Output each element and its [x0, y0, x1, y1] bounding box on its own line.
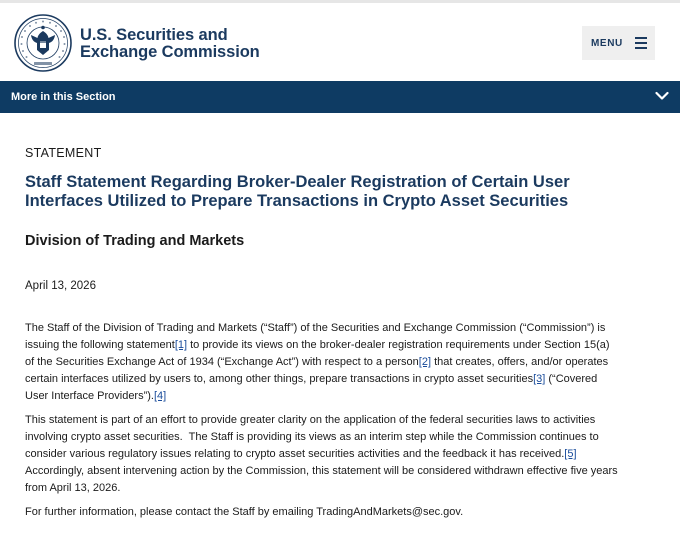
- page-title-line-2: Interfaces Utilized to Prepare Transactions in Crypto Asset Securities: [25, 192, 569, 210]
- p1-line-3-text-a: of the Securities Exchange Act of 1934 (“Exchange Act”) with respect to a person: [25, 356, 419, 368]
- page-title: [25, 173, 665, 211]
- sec-seal-icon[interactable]: [14, 14, 72, 72]
- footnote-link-5[interactable]: [5]: [564, 448, 577, 460]
- agency-name-line-2: Exchange Commission: [80, 43, 260, 61]
- publication-date: April 13, 2026: [25, 280, 96, 292]
- agency-name-line-1: U.S. Securities and: [80, 26, 228, 44]
- paragraph-2: [25, 412, 665, 497]
- paragraph-1: [25, 320, 665, 405]
- hamburger-icon: [635, 37, 647, 50]
- contact-text: For further information, please contact the Staff by emailing TradingAndMarkets@sec.gov.: [25, 506, 464, 518]
- menu-label: MENU: [591, 37, 623, 49]
- p1-line-2: [25, 337, 665, 354]
- article-type-label: STATEMENT: [25, 146, 102, 160]
- footnote-link-3[interactable]: [3]: [533, 373, 546, 385]
- p1-line-4-text-a: certain interfaces utilized by users to, among other things, prepare transactions in crypto asset securities: [25, 373, 534, 385]
- division-heading: Division of Trading and Markets: [25, 233, 245, 249]
- p1-line-4: [25, 371, 665, 388]
- footnote-link-4[interactable]: [4]: [153, 390, 167, 402]
- p2-line-5: from April 13, 2026.: [25, 482, 121, 494]
- p1-line-3: [25, 354, 665, 371]
- p1-line-2-text-a: issuing the following statement: [25, 339, 175, 351]
- section-nav-label: More in this Section: [11, 91, 116, 103]
- p1-line-5-text-a: User Interface Providers”).: [25, 390, 154, 402]
- page-title-line-1: Staff Statement Regarding Broker-Dealer Registration of Certain User: [25, 173, 570, 191]
- menu-button[interactable]: [582, 26, 655, 60]
- footnote-link-1[interactable]: [1]: [174, 339, 188, 351]
- paragraph-3-contact: [25, 504, 665, 521]
- p1-line-5: [25, 388, 665, 405]
- more-in-section-toggle[interactable]: [0, 81, 680, 113]
- p1-line-2-text-b: to provide its views on the broker-dealer registration requirements under Section 15(a): [187, 339, 610, 351]
- site-header: [0, 3, 680, 81]
- chevron-down-icon: [655, 91, 669, 101]
- agency-name[interactable]: [80, 27, 260, 61]
- p2-line-3-text-a: consider various regulatory issues relating to crypto asset securities activities and the feedback it has received.: [25, 448, 565, 460]
- p2-line-3: [25, 446, 665, 463]
- footnote-link-2[interactable]: [2]: [418, 356, 432, 368]
- p2-line-1: This statement is part of an effort to provide greater clarity on the application of the federal securities laws to activities: [25, 414, 596, 426]
- p1-line-3-text-b: that creates, offers, and/or operates: [431, 356, 609, 368]
- p2-line-2: involving crypto asset securities. The Staff is providing its views as an interim step while the Commission continues to: [25, 431, 599, 443]
- p1-line-1: The Staff of the Division of Trading and Markets (“Staff”) of the Securities and Exchange Commission (“Commission”) is: [25, 322, 606, 334]
- p1-line-4-text-b: (“Covered: [545, 373, 598, 385]
- p2-line-4: Accordingly, absent intervening action by the Commission, this statement will be considered withdrawn effective five years: [25, 465, 618, 477]
